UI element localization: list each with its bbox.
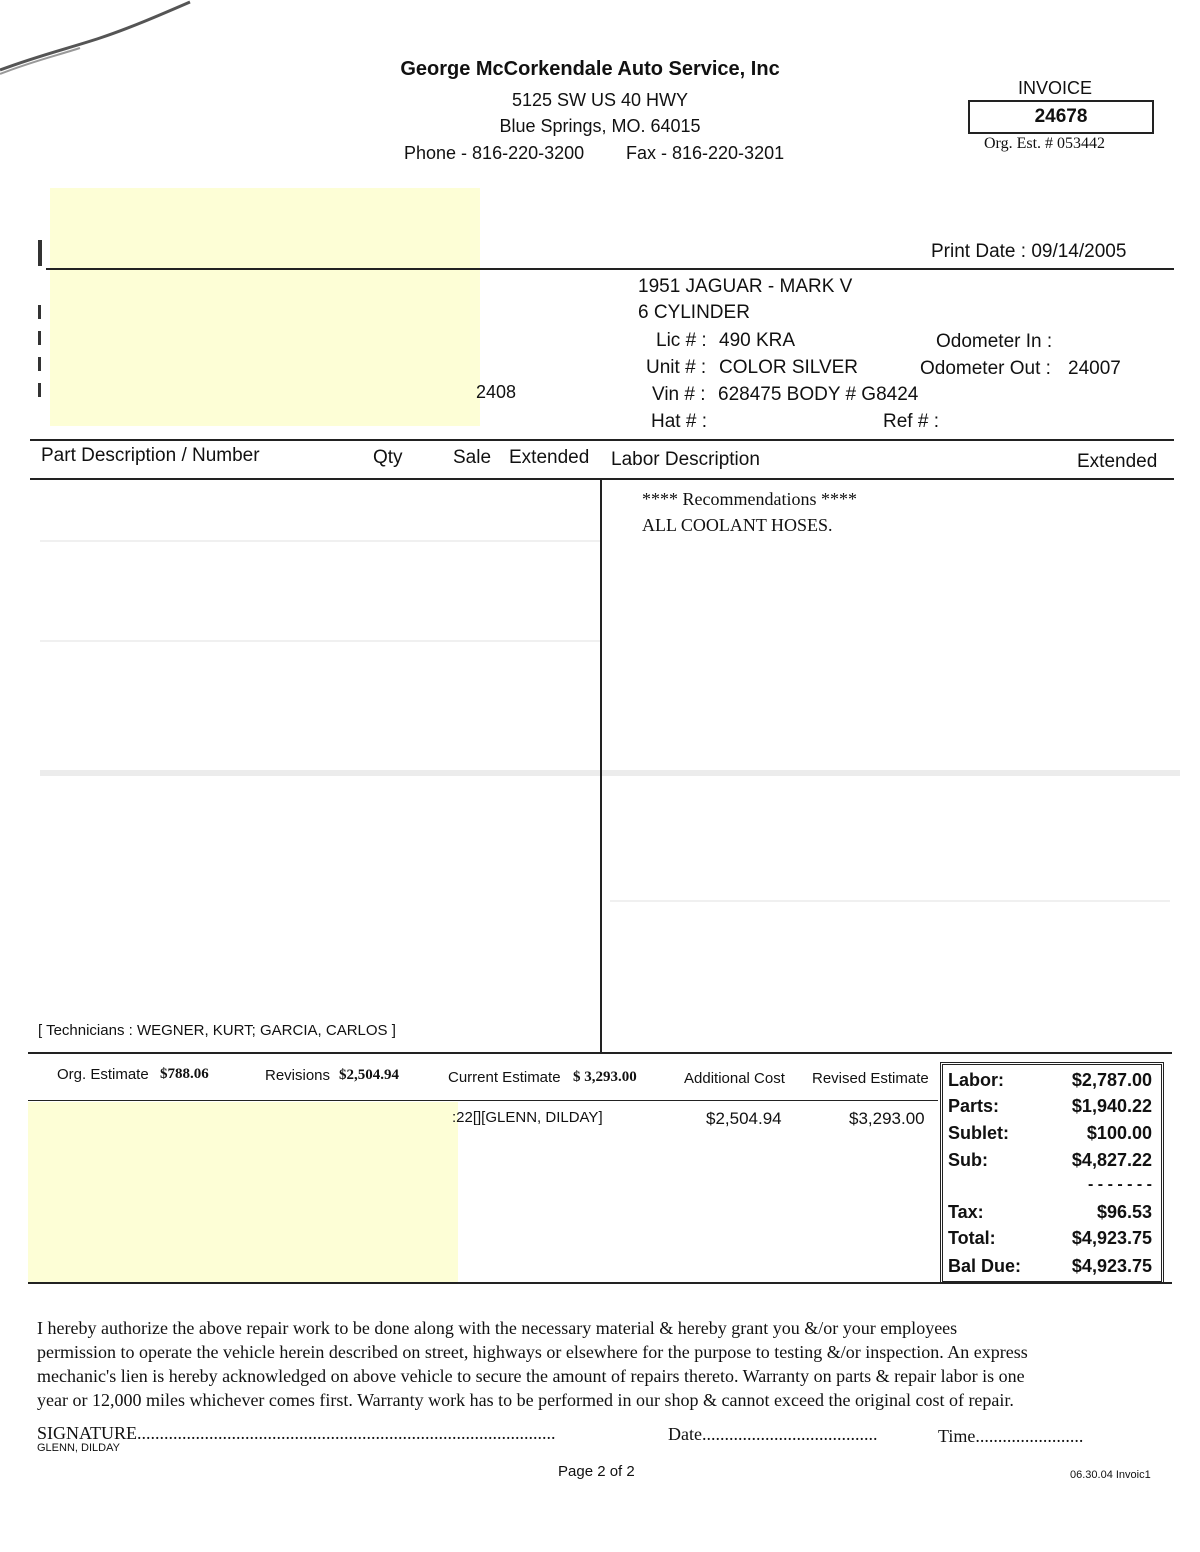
col-sale: Sale bbox=[453, 447, 492, 468]
additional-cost-label: Additional Cost bbox=[684, 1070, 785, 1087]
table-top-rule bbox=[30, 439, 1174, 441]
authorization-line-2: permission to operate the vehicle herein described on street, highways or elsewhere for the purpose to testing &/or inspection. An express bbox=[37, 1342, 1028, 1362]
lic-label: Lic # : bbox=[656, 330, 707, 351]
revisions-label: Revisions bbox=[265, 1067, 331, 1084]
print-date: Print Date : 09/14/2005 bbox=[931, 241, 1127, 262]
labor-total-value: $2,787.00 bbox=[1071, 1070, 1152, 1090]
revision-row-revised: $3,293.00 bbox=[849, 1109, 925, 1128]
vin-label: Vin # : bbox=[652, 384, 706, 405]
tax-value: $96.53 bbox=[1096, 1202, 1152, 1222]
table-header-rule bbox=[30, 478, 1174, 480]
revision-row-additional: $2,504.94 bbox=[706, 1109, 782, 1128]
recommendation-line: ALL COOLANT HOSES. bbox=[642, 515, 833, 535]
balance-due-value: $4,923.75 bbox=[1071, 1256, 1152, 1276]
odometer-in-label: Odometer In : bbox=[936, 331, 1053, 352]
parts-total-label: Parts: bbox=[948, 1096, 1000, 1116]
current-estimate-label: Current Estimate bbox=[448, 1069, 561, 1086]
signature-line: SIGNATURE............................................................................................. bbox=[37, 1423, 556, 1443]
revisions-value: $2,504.94 bbox=[339, 1067, 399, 1083]
totals-dashes: - - - - - - - bbox=[1088, 1176, 1152, 1193]
form-code: 06.30.04 Invoic1 bbox=[1070, 1469, 1151, 1481]
company-name: George McCorkendale Auto Service, Inc bbox=[400, 58, 780, 80]
hat-label: Hat # : bbox=[651, 411, 707, 432]
odometer-out-value: 24007 bbox=[1068, 358, 1121, 379]
customer-partial-zip: 2408 bbox=[476, 382, 517, 402]
parts-total-value: $1,940.22 bbox=[1071, 1096, 1152, 1116]
col-qty: Qty bbox=[373, 447, 403, 468]
unit-value: COLOR SILVER bbox=[719, 357, 859, 378]
company-address-line1: 5125 SW US 40 HWY bbox=[511, 90, 689, 110]
labor-total-label: Labor: bbox=[948, 1070, 1004, 1090]
vehicle-engine: 6 CYLINDER bbox=[638, 302, 750, 323]
estimate-row-rule bbox=[28, 1100, 938, 1101]
odometer-out-label: Odometer Out : bbox=[920, 358, 1051, 379]
estimate-top-rule bbox=[28, 1052, 1172, 1054]
invoice-label: INVOICE bbox=[1018, 78, 1093, 98]
customer-line-fragment bbox=[38, 331, 41, 345]
subtotal-value: $4,827.22 bbox=[1071, 1150, 1152, 1170]
page-number: Page 2 of 2 bbox=[558, 1463, 635, 1480]
authorization-line-1: I hereby authorize the above repair work to be done along with the necessary material & hereby grant you &/or your employees bbox=[37, 1318, 958, 1338]
time-line: Time........................ bbox=[938, 1426, 1084, 1446]
current-estimate-value: $ 3,293.00 bbox=[573, 1069, 637, 1085]
sublet-total-value: $100.00 bbox=[1086, 1123, 1152, 1143]
signer-name: GLENN, DILDAY bbox=[37, 1442, 120, 1454]
date-line: Date....................................... bbox=[668, 1424, 878, 1444]
org-estimate-label: Org. Estimate bbox=[57, 1066, 149, 1083]
company-fax: Fax - 816-220-3201 bbox=[626, 143, 785, 163]
column-divider bbox=[600, 480, 602, 1052]
subtotal-label: Sub: bbox=[948, 1150, 988, 1170]
customer-line-fragment bbox=[38, 305, 41, 319]
vehicle-model: 1951 JAGUAR - MARK V bbox=[638, 276, 853, 297]
grand-total-label: Total: bbox=[948, 1228, 996, 1248]
authorization-line-4: year or 12,000 miles whichever comes first. Warranty work has to be performed in our shop & cannot exceed the original cost of repair. bbox=[37, 1390, 1014, 1410]
unit-label: Unit # : bbox=[646, 357, 707, 378]
authorization-line-3: mechanic's lien is hereby acknowledged on above vehicle to secure the amount of repairs thereto. Warranty on parts & repair labor is one bbox=[37, 1366, 1025, 1386]
technicians: [ Technicians : WEGNER, KURT; GARCIA, CARLOS ] bbox=[38, 1022, 396, 1039]
revision-row-ref: :22[][GLENN, DILDAY] bbox=[452, 1109, 603, 1126]
company-phone: Phone - 816-220-3200 bbox=[404, 143, 585, 163]
header-divider bbox=[46, 268, 1174, 270]
org-estimate-value: $788.06 bbox=[160, 1066, 209, 1082]
tax-label: Tax: bbox=[948, 1202, 984, 1222]
balance-due-label: Bal Due: bbox=[948, 1256, 1022, 1276]
customer-line-fragment bbox=[38, 357, 41, 371]
col-labor-description: Labor Description bbox=[611, 449, 760, 470]
customer-heading-fragment bbox=[38, 240, 42, 266]
redacted-customer-info bbox=[50, 188, 480, 426]
lic-value: 490 KRA bbox=[719, 330, 796, 351]
customer-line-fragment bbox=[38, 383, 41, 397]
col-labor-extended: Extended bbox=[1077, 451, 1158, 472]
revised-estimate-label: Revised Estimate bbox=[812, 1070, 929, 1087]
org-estimate-number: Org. Est. # 053442 bbox=[984, 135, 1106, 152]
col-part-description: Part Description / Number bbox=[41, 445, 260, 466]
sublet-total-label: Sublet: bbox=[948, 1123, 1009, 1143]
col-extended: Extended bbox=[509, 447, 590, 468]
grand-total-value: $4,923.75 bbox=[1071, 1228, 1152, 1248]
redacted-revision-info bbox=[28, 1102, 458, 1284]
ref-label: Ref # : bbox=[883, 411, 939, 432]
recommendations-header: **** Recommendations **** bbox=[642, 489, 857, 509]
company-address-line2: Blue Springs, MO. 64015 bbox=[499, 116, 701, 136]
estimate-bottom-rule bbox=[28, 1282, 1172, 1284]
vin-value: 628475 BODY # G8424 bbox=[718, 384, 919, 405]
invoice-number-box: 24678 bbox=[968, 100, 1154, 134]
